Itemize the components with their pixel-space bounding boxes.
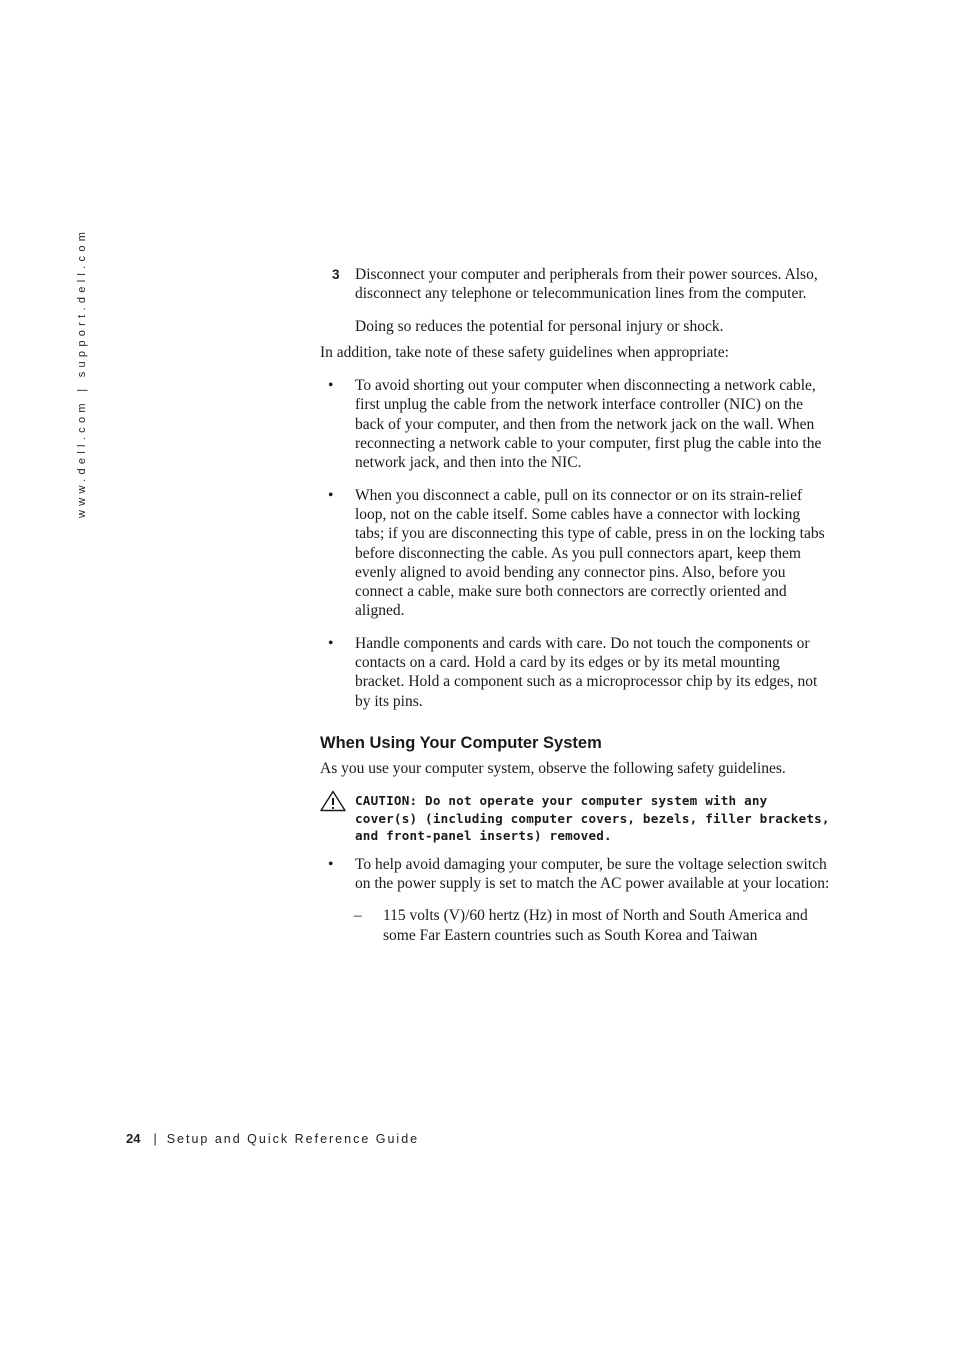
list-item bbox=[320, 376, 830, 472]
bullet-mark: • bbox=[328, 377, 334, 395]
caution-notice bbox=[320, 792, 830, 845]
bullet-text: Handle components and cards with care. Do not touch the components or contacts on a card. Hold a card by its edges or by its metal mounting bracket. Hold a component such as a microprocessor chip by its edges, not by its pins. bbox=[355, 634, 818, 710]
footer-title: Setup and Quick Reference Guide bbox=[166, 1132, 420, 1146]
step-number: 3 bbox=[332, 267, 340, 282]
bullet-mark: • bbox=[328, 486, 334, 504]
bullet-mark: • bbox=[328, 634, 334, 652]
bullet-text: When you disconnect a cable, pull on its connector or on its strain-relief loop, not on the cable itself. Some cables have a connector with locking tabs; if you are disconnecting this type of cable, press in on the locking tabs before disconnecting the cable. As you pull connectors apart, keep them evenly aligned to avoid bending any connector pins. Also, before you connect a cable, make sure both connectors are correctly oriented and aligned. bbox=[355, 486, 825, 620]
dash-mark: – bbox=[354, 907, 362, 925]
page-footer bbox=[126, 1131, 419, 1146]
side-url: www.dell.com | support.dell.com bbox=[76, 227, 88, 518]
bullet-text: To help avoid damaging your computer, be sure the voltage selection switch on the power supply is set to match the AC power available at your location: bbox=[355, 855, 830, 893]
list-item bbox=[320, 855, 830, 894]
page-number: 24 bbox=[126, 1131, 141, 1146]
section-heading: When Using Your Computer System bbox=[320, 733, 602, 752]
bullet-text: To avoid shorting out your computer when disconnecting a network cable, first unplug the cable from the network interface controller (NIC) on the back of your computer, and then from the network jack on the wall. When reconnecting a network cable to your computer, first plug the cable into the network jack, and then into the NIC. bbox=[355, 377, 822, 472]
main-content bbox=[320, 265, 830, 945]
list-item bbox=[320, 634, 830, 711]
bullet-mark: • bbox=[328, 855, 334, 873]
step-text: Disconnect your computer and peripherals from their power sources. Also, disconnect any telephone or telecommunication lines from the computer. bbox=[355, 266, 818, 303]
section-intro: As you use your computer system, observe the following safety guidelines. bbox=[320, 759, 786, 777]
list-item bbox=[320, 486, 830, 621]
step-3 bbox=[320, 265, 830, 304]
warning-triangle-icon bbox=[320, 790, 346, 812]
footer-separator: | bbox=[153, 1132, 157, 1146]
guidelines-intro: In addition, take note of these safety guidelines when appropriate: bbox=[320, 343, 729, 361]
step-note: Doing so reduces the potential for personal injury or shock. bbox=[355, 317, 724, 335]
sub-list-item bbox=[320, 906, 830, 945]
caution-text: CAUTION: Do not operate your computer system with any cover(s) (including computer covers, bezels, filler brackets, and front-panel inserts) removed. bbox=[355, 793, 830, 844]
sub-item-text: 115 volts (V)/60 hertz (Hz) in most of North and South America and some Far Eastern countries such as South Korea and Taiwan bbox=[383, 907, 808, 944]
